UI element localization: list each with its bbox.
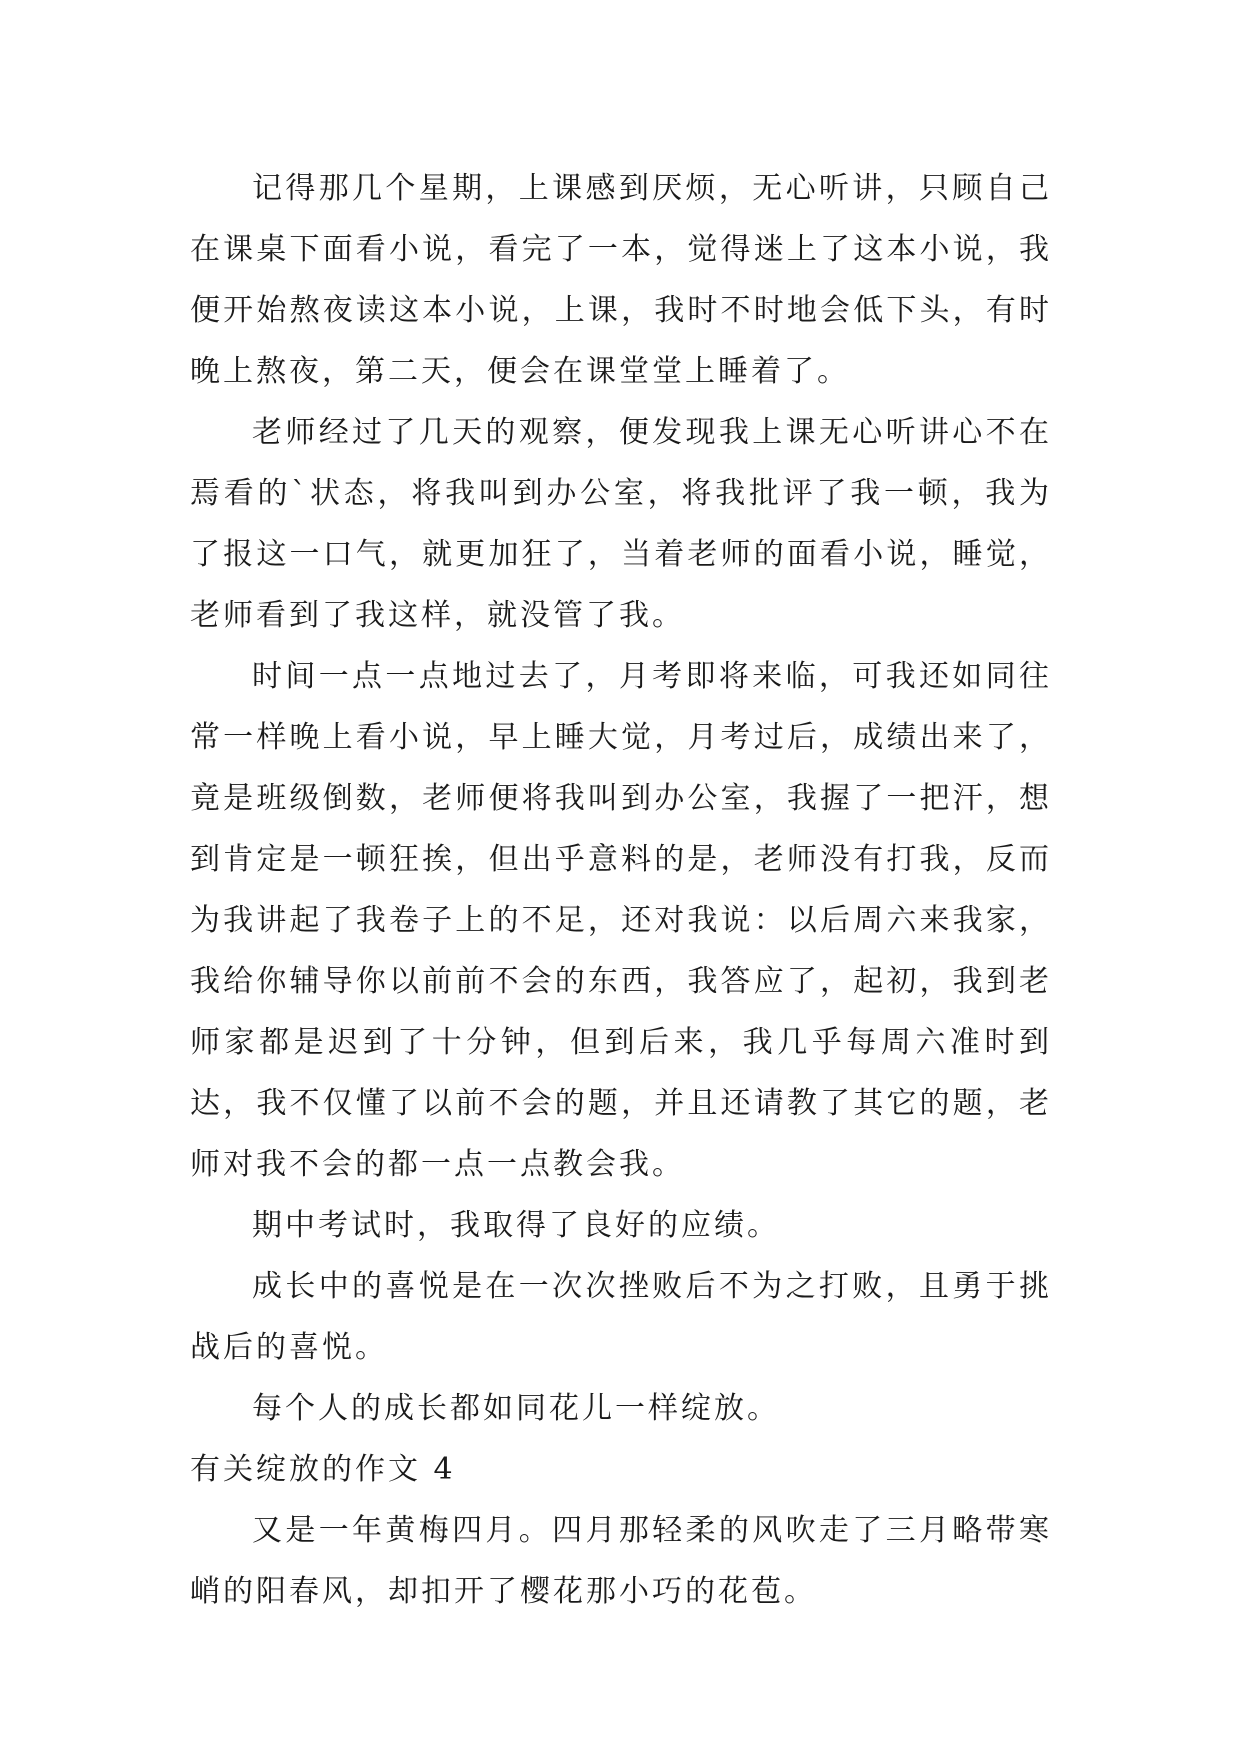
paragraph-1: 记得那几个星期，上课感到厌烦，无心听讲，只顾自己在课桌下面看小说，看完了一本，觉得迷上了这本小说，我便开始熬夜读这本小说，上课，我时不时地会低下头，有时晚上熬夜，第二天，便会在课堂堂上睡着了。 <box>190 171 1052 389</box>
paragraph-2: 老师经过了几天的观察，便发现我上课无心听讲心不在焉看的`状态，将我叫到办公室，将我批评了我一顿，我为了报这一口气，就更加狂了，当着老师的面看小说，睡觉，老师看到了我这样，就没管了我。 <box>190 415 1052 633</box>
document-body <box>190 158 1052 1622</box>
section-heading: 有关绽放的作文 4 <box>190 1452 456 1487</box>
paragraph-7: 又是一年黄梅四月。四月那轻柔的风吹走了三月略带寒峭的阳春风，却扣开了樱花那小巧的花苞。 <box>190 1513 1052 1609</box>
paragraph-5: 成长中的喜悦是在一次次挫败后不为之打败，且勇于挑战后的喜悦。 <box>190 1269 1052 1365</box>
paragraph-3: 时间一点一点地过去了，月考即将来临，可我还如同往常一样晚上看小说，早上睡大觉，月考过后，成绩出来了，竟是班级倒数，老师便将我叫到办公室，我握了一把汗，想到肯定是一顿狂挨，但出乎意料的是，老师没有打我，反而为我讲起了我卷子上的不足，还对我说：以后周六来我家，我给你辅导你以前前不会的东西，我答应了，起初，我到老师家都是迟到了十分钟，但到后来，我几乎每周六准时到达，我不仅懂了以前不会的题，并且还请教了其它的题，老师对我不会的都一点一点教会我。 <box>190 659 1052 1182</box>
paragraph-4: 期中考试时，我取得了良好的应绩。 <box>252 1208 780 1243</box>
paragraph-6: 每个人的成长都如同花儿一样绽放。 <box>252 1391 780 1426</box>
